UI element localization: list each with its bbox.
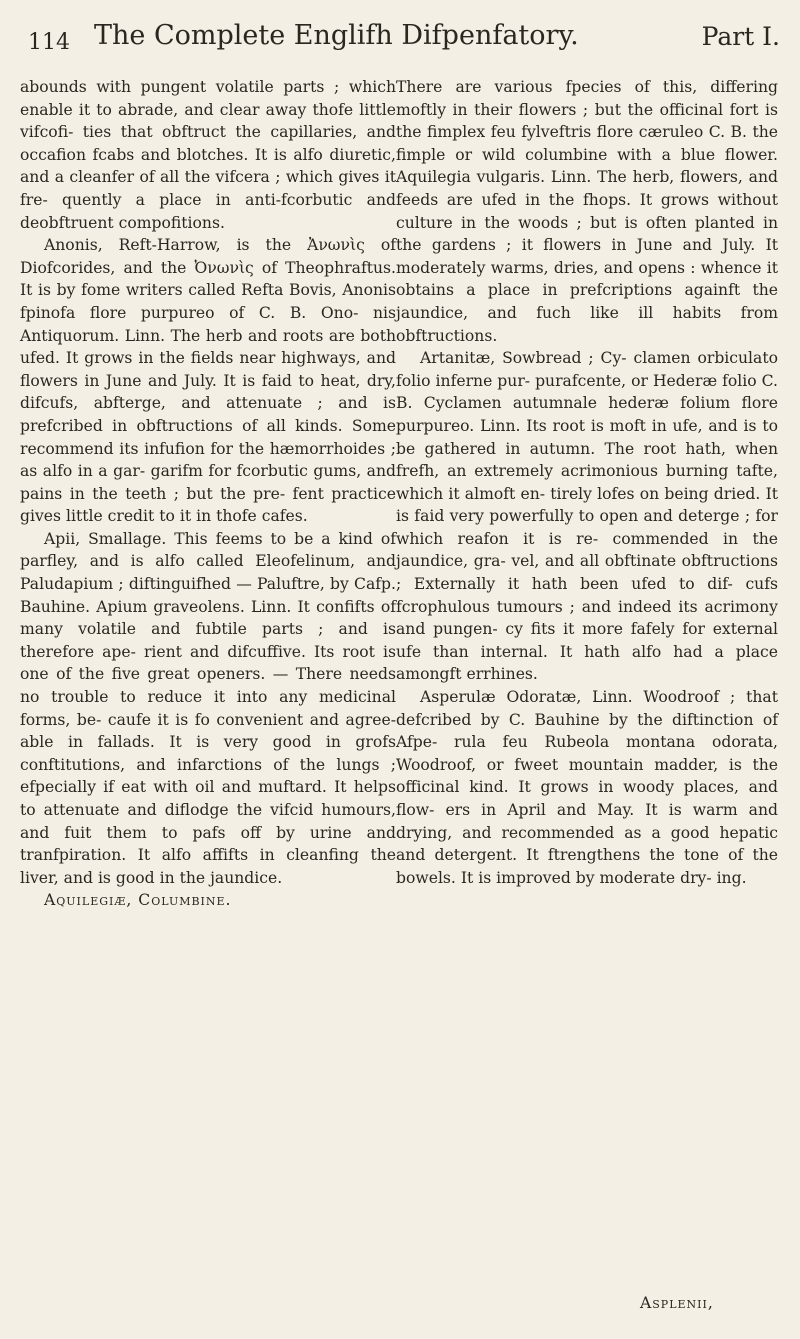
part-label: Part I.: [701, 22, 780, 51]
entry-asperulae: Asperulæ Odoratæ, Linn. Woodroof ; that defcribed by C. Bauhine by the diftinction of Afpe- rula feu Rubeola montana odorata, Woodroof, or fweet mountain madder, is the officinal kind. It grows in woody places, and flow- ers in April and May. It is warm and drying, and recommended as a good hepatic and detergent. It ftrengthens the tone of the bowels. It is improved by moderate dry- ing.: [396, 688, 778, 887]
catchword: Asplenii,: [640, 1294, 714, 1312]
entry-apii: Apii, Smallage. This feems to be a kind of parfley, and is alfo called Eleofelinum, and Paludapium ; diftinguifhed — Paluftre, by Cafp. Bauhine. Apium graveolens. Linn. It confifts of many volatile and fubtile parts ; and is therefore ape- rient and difcuffive. Its root is one of the five great openers. — There needs no trouble to reduce it into any medicinal forms, be- caufe it is fo convenient and agree- able in fallads. It is very good in grofs conftitutions, and infarctions of the lungs ; efpecially if eat with oil and muftard. It helps to attenuate and diflodge the vifcid humours, and fuit them to pafs off by urine and tranfpiration. It alfo affifts in cleanfing the liver, and is good in the jaundice.: [20, 529, 396, 887]
paragraph: There are various fpecies of this, differing moftly in their flowers ; but the officinal fort is the fimplex feu fylveftris flore cæruleo C. B. the fimple or wild columbine with a blue flower. Aquilegia vulgaris. Linn. The herb, flowers, and feeds are ufed in the fhops. It grows without culture in the woods ; but is often planted in the gardens ; it flowers in June and July. It moderately warms, dries, and opens : whence it obtains a place in prefcriptions againft the jaundice, and fuch like ill habits from obftructions.: [396, 78, 778, 345]
entry-anonis: Anonis, Reft-Harrow, is the Ἀνωνὶς of Diofcorides, and the Ὀνωνὶς of Theophraftus. It is by fome writers called Refta Bovis, Anonis fpinofa flore purpureo of C. B. Ono- nis Antiquorum. Linn. The herb and roots are both ufed. It grows in the fields near highways, and flowers in June and July. It is faid to heat, dry, difcufs, abfterge, and attenuate ; and is prefcribed in obftructions of all kinds. Some recommend its infufion for the hæmorrhoides ; as alfo in a gar- garifm for fcorbutic gums, and pains in the teeth ; but the pre- fent practice gives little credit to it in thofe cafes.: [20, 236, 396, 526]
running-header: [28, 12, 788, 62]
paragraph: abounds with pungent volatile parts ; which enable it to abrade, and clear away thofe little vifcofi- ties that obftruct the capillaries, and occafion fcabs and blotches. It is alfo diuretic, and a cleanfer of all the vifcera ; which gives it fre- quently a place in anti-fcorbutic and deobftruent compofitions.: [20, 78, 396, 232]
left-column: [20, 76, 396, 912]
page-number: 114: [28, 30, 70, 55]
entry-artanitae: Artanitæ, Sowbread ; Cy- clamen orbiculato folio inferne pur- purafcente, or Hederæ folio C. B. Cyclamen autumnale hederæ folium flore purpureo. Linn. Its root is moft in ufe, and is to be gathered in autumn. The root hath, when frefh, an extremely acrimonious burning tafte, which it almoft en- tirely lofes on being dried. It is faid very powerfully to open and deterge ; for which reafon it is re- commended in the jaundice, gra- vel, and all obftinate obftructions ; Externally it hath been ufed to dif- cufs fcrophulous tumours ; and indeed its acrimony and pungen- cy fits it more fafely for external ufe than internal. It hath alfo had a place amongft errhines.: [396, 349, 778, 684]
running-title: The Complete Englifh Difpenfatory.: [94, 20, 579, 51]
entry-aquilegiae-heading: Aquilegiæ, Columbine.: [44, 891, 232, 910]
right-column: [396, 76, 778, 889]
